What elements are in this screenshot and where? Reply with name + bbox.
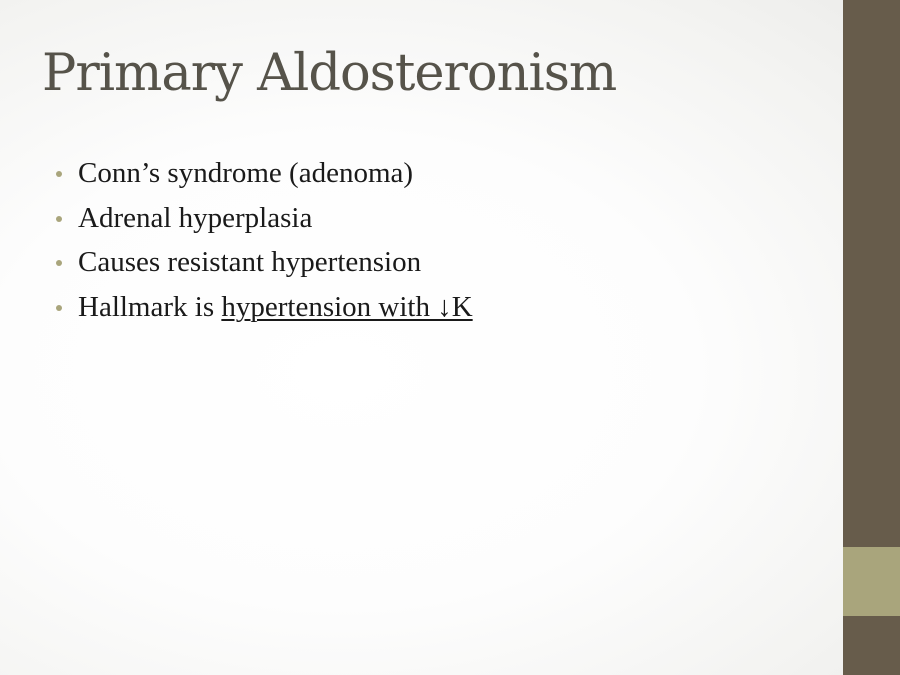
bullet-dot-icon (56, 171, 62, 177)
bullet-list (50, 157, 473, 335)
bullet-item (50, 202, 473, 247)
slide-title: Primary Aldosteronism (42, 44, 617, 103)
bullet-dot-icon (56, 305, 62, 311)
bullet-item (50, 157, 473, 202)
bullet-text: Conn’s syndrome (adenoma) (78, 157, 414, 189)
bullet-text: Adrenal hyperplasia (78, 201, 313, 234)
bullet-dot-icon (56, 216, 62, 222)
side-accent-block (843, 547, 900, 616)
bullet-emphasis: hypertension with ↓K (221, 290, 473, 323)
bullet-text: Causes resistant hypertension (78, 246, 422, 278)
bullet-item (50, 246, 473, 291)
bullet-text: Hallmark is (78, 290, 222, 323)
bullet-item (50, 291, 473, 336)
side-accent-bar (843, 0, 900, 675)
bullet-dot-icon (56, 260, 62, 266)
